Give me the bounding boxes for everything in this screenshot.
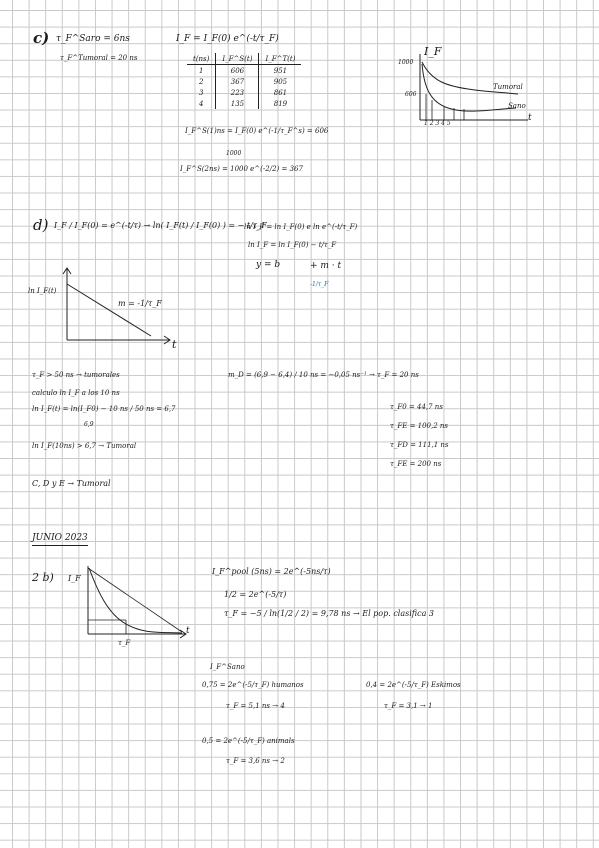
d-result-5: C, D y E → Tumoral: [32, 479, 111, 488]
graph-d-slope-label: m = -1/τ_F: [118, 299, 162, 308]
table-cell: 951: [273, 66, 288, 75]
junio-eq-1: I_F^pool (5ns) = 2e^(-5ns/τ): [212, 567, 331, 576]
junio-eq-2: 1/2 = 2e^(-5/τ): [224, 590, 287, 599]
table-cell: 905: [273, 77, 288, 86]
tau-value: τ_FE = 100,2 ns: [390, 422, 449, 430]
d-equation-2: ln I_F = ln I_F(0) − t/τ_F: [248, 241, 337, 249]
graph-c-y-mid: 606: [405, 91, 417, 98]
table-cell: 223: [216, 87, 259, 98]
table-header: t(ns): [187, 53, 216, 65]
graph-d-ylabel: ln I_F(t): [28, 287, 57, 295]
tau-value: τ_FD = 111,1 ns: [390, 441, 449, 449]
table-row: [187, 87, 301, 98]
graph-c-y-top: 1000: [398, 59, 414, 66]
table-cell: 819: [273, 99, 288, 108]
section-d-label: d): [33, 216, 49, 234]
junio-q3: 0,5 = 2e^(-5/τ_F) animals: [202, 737, 295, 745]
junio-decay-graph: [78, 562, 193, 647]
d-equation-mx: + m · t: [310, 261, 342, 271]
tau-value: τ_FE = 200 ns: [390, 460, 442, 468]
tau-value: τ_F0 = 44,7 ns: [390, 403, 443, 411]
d-main-equation: I_F / I_F(0) = e^(-t/τ) → ln( I_F(t) / I_F(0) ) = − t/τ_F: [54, 221, 267, 230]
table-cell: 2: [187, 76, 216, 87]
d-equation-y: y = b: [256, 260, 281, 270]
d-equation-1: ln I_F = ln I_F(0) e ln e^(-t/τ_F): [244, 223, 358, 231]
junio-q2: 0,4 = 2e^(-5/τ_F) Eskimos: [366, 681, 461, 689]
junio-heading: JUNIO 2023: [32, 534, 88, 546]
table-cell: 606: [216, 65, 259, 77]
decay-formula: I_F = I_F(0) e^(-t/τ_F): [176, 34, 279, 44]
table-header: I_F^S(t): [216, 53, 259, 65]
junio-graph-xlabel: t: [186, 626, 190, 636]
graph-d-xlabel: t: [172, 338, 177, 351]
graph-c-curve-sano: Sano: [508, 102, 526, 110]
table-cell: 3: [187, 87, 216, 98]
graph-c-curve-tumoral: Tumoral: [493, 83, 523, 91]
junio-q1-result: τ_F = 5,1 ns → 4: [226, 702, 285, 710]
table-cell: 1: [187, 65, 216, 77]
table-header: I_F^T(t): [259, 53, 301, 65]
table-header-row: [187, 53, 301, 65]
table-cell: 367: [216, 76, 259, 87]
junio-q2-result: τ_F = 3,1 → 1: [384, 702, 433, 710]
table-row: [187, 98, 301, 109]
section-c-label: c): [33, 29, 50, 47]
calc-sano-1ns: I_F^S(1)ns = I_F(0) e^(-1/τ_F^s) = 606: [185, 127, 329, 135]
table-cell: 135: [216, 98, 259, 109]
calc-denominator: 1000: [226, 150, 242, 157]
d-slope-calc: m_D = (6,9 − 6,4) / 10 ns = −0,05 ns⁻¹ → τ_F = 20 ns: [228, 371, 419, 379]
d-equation-slope: -1/τ_F: [310, 281, 329, 288]
junio-eq-3: τ_F = −5 / ln(1/2 / 2) = 9,78 ns → El pop. clasifica 3: [224, 609, 435, 618]
graph-c-ticks: 1 2 3 4 5: [424, 120, 451, 127]
table-row: [187, 76, 301, 87]
junio-sano-label: I_F^Sano: [210, 663, 245, 671]
calc-sano-2ns: I_F^S(2ns) = 1000 e^(-2/2) = 367: [180, 165, 303, 173]
tau-sano: τ_F^Saro = 6ns: [56, 34, 130, 44]
graph-c-xlabel: t: [528, 113, 532, 123]
table-cell: 4: [187, 98, 216, 109]
d-result-3-den: 6,9: [84, 421, 94, 428]
d-result-1: τ_F > 50 ns → tumorales: [32, 371, 120, 379]
table-cell: 861: [273, 88, 288, 97]
junio-label: 2 b): [32, 571, 54, 584]
d-result-4: ln I_F(10ns) > 6,7 → Tumoral: [32, 442, 137, 450]
tau-tumoral: τ_F^Tumoral = 20 ns: [60, 54, 138, 62]
junio-graph-ylabel: I_F: [68, 574, 81, 583]
graph-c-ylabel: I_F: [424, 45, 442, 58]
intensity-table: [187, 53, 301, 109]
d-result-2: calculo ln I_F a los 10 ns: [32, 389, 120, 397]
d-result-3: ln I_F(t) = ln(I_F0) − 10 ns / 50 ns = 6,7: [32, 405, 176, 413]
junio-q3-result: τ_F = 3,6 ns → 2: [226, 757, 285, 765]
junio-q1: 0,75 = 2e^(-5/τ_F) humanos: [202, 681, 304, 689]
junio-tau-label: τ_F: [118, 639, 131, 647]
table-row: [187, 65, 301, 77]
